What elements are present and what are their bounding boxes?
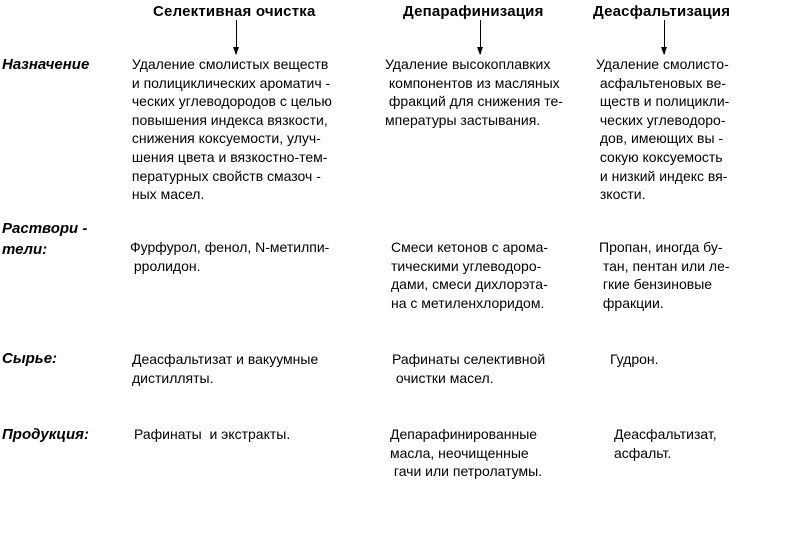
column-header-selective-refining: Селективная очистка bbox=[153, 3, 316, 20]
column-header-dewaxing: Депарафинизация bbox=[403, 3, 544, 20]
cell-products-selective-refining: Рафинаты и экстракты. bbox=[134, 426, 291, 442]
cell-solvents-selective-refining: Фурфурол, фенол, N-метилпи- рролидон. bbox=[130, 239, 330, 274]
cell-feedstock-deasphalting: Гудрон. bbox=[610, 351, 659, 367]
column-header-deasphalting: Деасфальтизация bbox=[593, 3, 731, 20]
cell-solvents-deasphalting: Пропан, иногда бу- тан, пентан или ле- гкие бензиновые фракции. bbox=[599, 239, 730, 311]
cell-purpose-selective-refining: Удаление смолистых веществ и полициклических ароматич - ческих углеводородов с целью повышения индекса вязкости, снижения коксуемости, улуч- шения цвета и вязкостно-тем- пературных свойств смазоч - ных масел. bbox=[131, 56, 332, 203]
cell-products-deasphalting: Деасфальтизат, асфальт. bbox=[614, 426, 717, 461]
row-label-solvents: Раствори - тели: bbox=[2, 220, 88, 258]
cell-feedstock-selective-refining: Деасфальтизат и вакуумные дистилляты. bbox=[132, 351, 319, 386]
cell-purpose-dewaxing: Удаление высокоплавких компонентов из масляных фракций для снижения те- мпературы застывания. bbox=[385, 56, 563, 128]
cell-products-dewaxing: Депарафинированные масла, неочищенные гачи или петролатумы. bbox=[390, 426, 543, 480]
row-label-purpose: Назначение bbox=[2, 56, 90, 73]
cell-solvents-dewaxing: Смеси кетонов с арома- тическими углеводоро- дами, смеси дихлорэта- на с метиленхлоридом. bbox=[391, 239, 549, 311]
arrow-down-icon bbox=[236, 20, 237, 54]
row-label-products: Продукция: bbox=[2, 426, 90, 443]
row-label-feedstock: Сырье: bbox=[2, 350, 58, 367]
arrow-down-icon bbox=[480, 20, 481, 54]
arrow-down-icon bbox=[664, 20, 665, 54]
cell-feedstock-dewaxing: Рафинаты селективной очистки масел. bbox=[392, 351, 546, 386]
cell-purpose-deasphalting: Удаление смолисто- асфальтеновых ве- ществ и полицикли- ческих углеводоро- дов, имеющих вы - сокую коксуемость и низкий индекс вя- зкости. bbox=[596, 56, 730, 203]
